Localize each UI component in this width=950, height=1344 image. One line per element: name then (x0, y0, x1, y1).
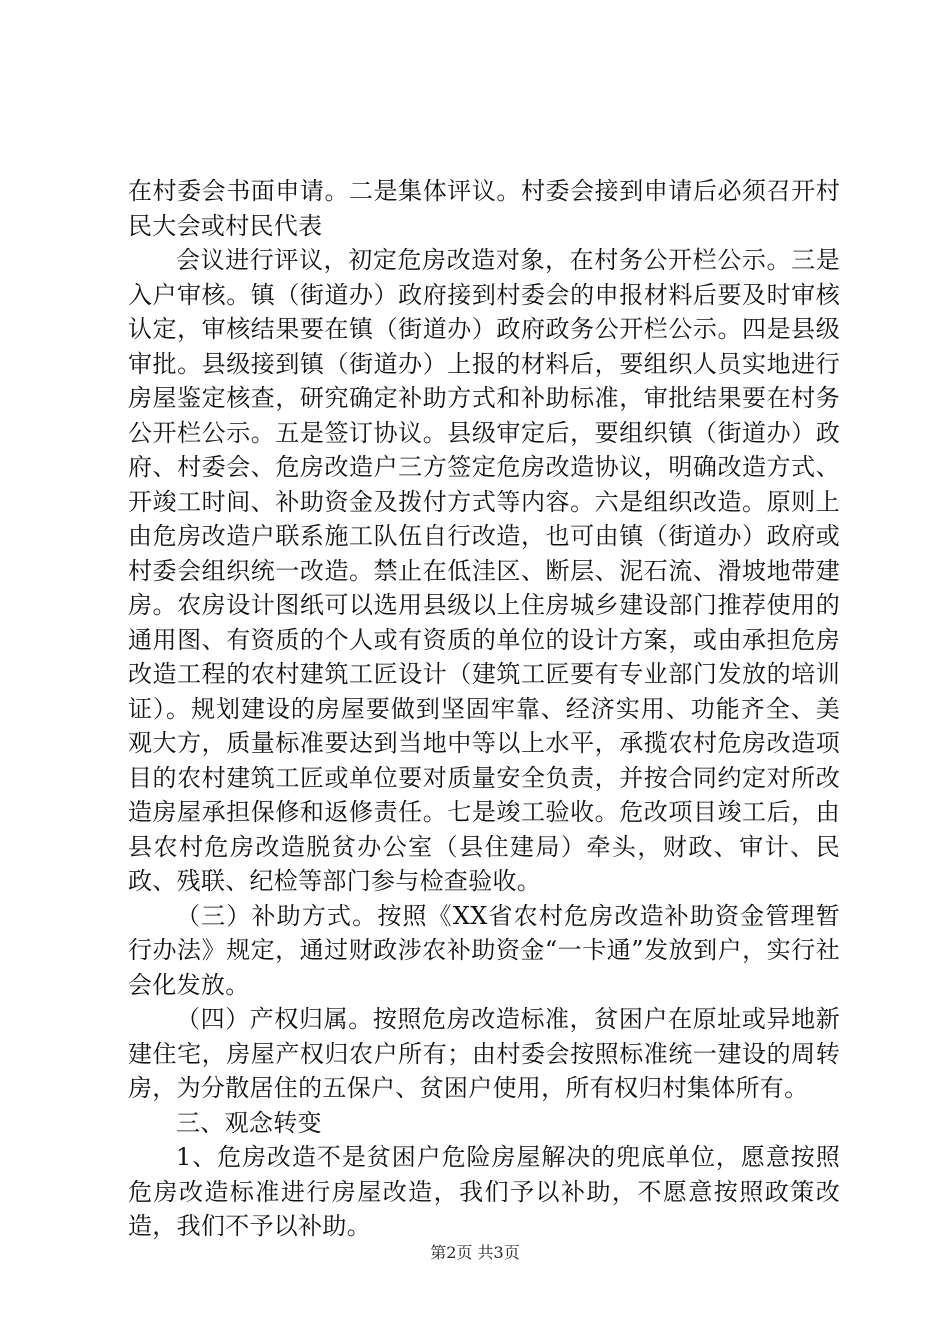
page-number-footer: 第2页 共3页 (430, 1243, 520, 1262)
paragraph-property-rights: （四）产权归属。按照危房改造标准，贫困户在原址或异地新建住宅，房屋产权归农户所有；由村委会按照标准统一建设的周转房，为分散居住的五保户、贫困户使用，所有权归村集体所有。 (128, 1005, 840, 1102)
section-heading-mindset-change: 三、观念转变 (176, 1108, 322, 1137)
paragraph-subsidy-method: （三）补助方式。按照《XX省农村危房改造补助资金管理暂行办法》规定，通过财政涉农补助资金“一卡通”发放到户，实行社会化发放。 (128, 901, 840, 999)
document-body (128, 174, 840, 1244)
paragraph-procedure-steps: 会议进行评议，初定危房改造对象，在村务公开栏公示。三是入户审核。镇（街道办）政府接到村委会的申报材料后要及时审核认定，审核结果要在镇（街道办）政府政务公开栏公示。四是县级审批。县级接到镇（街道办）上报的材料后，要组织人员实地进行房屋鉴定核查，研究确定补助方式和补助标准，审批结果要在村务公开栏公示。五是签订协议。县级审定后，要组织镇（街道办）政府、村委会、危房改造户三方签定危房改造协议，明确改造方式、开竣工时间、补助资金及拨付方式等内容。六是组织改造。原则上由危房改造户联系施工队伍自行改造，也可由镇（街道办）政府或村委会组织统一改造。禁止在低洼区、断层、泥石流、滑坡地带建房。农房设计图纸可以选用县级以上住房城乡建设部门推荐使用的通用图、有资质的个人或有资质的单位的设计方案，或由承担危房改造工程的农村建筑工匠设计（建筑工匠要有专业部门发放的培训证）。规划建设的房屋要做到坚固牢靠、经济实用、功能齐全、美观大方，质量标准要达到当地中等以上水平，承揽农村危房改造项目的农村建筑工匠或单位要对质量安全负责，并按合同约定对所改造房屋承担保修和返修责任。七是竣工验收。危改项目竣工后，由县农村危房改造脱贫办公室（县住建局）牵头，财政、审计、民政、残联、纪检等部门参与检查验收。 (128, 246, 840, 895)
paragraph-mindset-item-1: 1、危房改造不是贫困户危险房屋解决的兜底单位，愿意按照危房改造标准进行房屋改造，我们予以补助，不愿意按照政策改造，我们不予以补助。 (128, 1143, 840, 1240)
paragraph-application: 在村委会书面申请。二是集体评议。村委会接到申请后必须召开村民大会或村民代表 (128, 177, 840, 240)
